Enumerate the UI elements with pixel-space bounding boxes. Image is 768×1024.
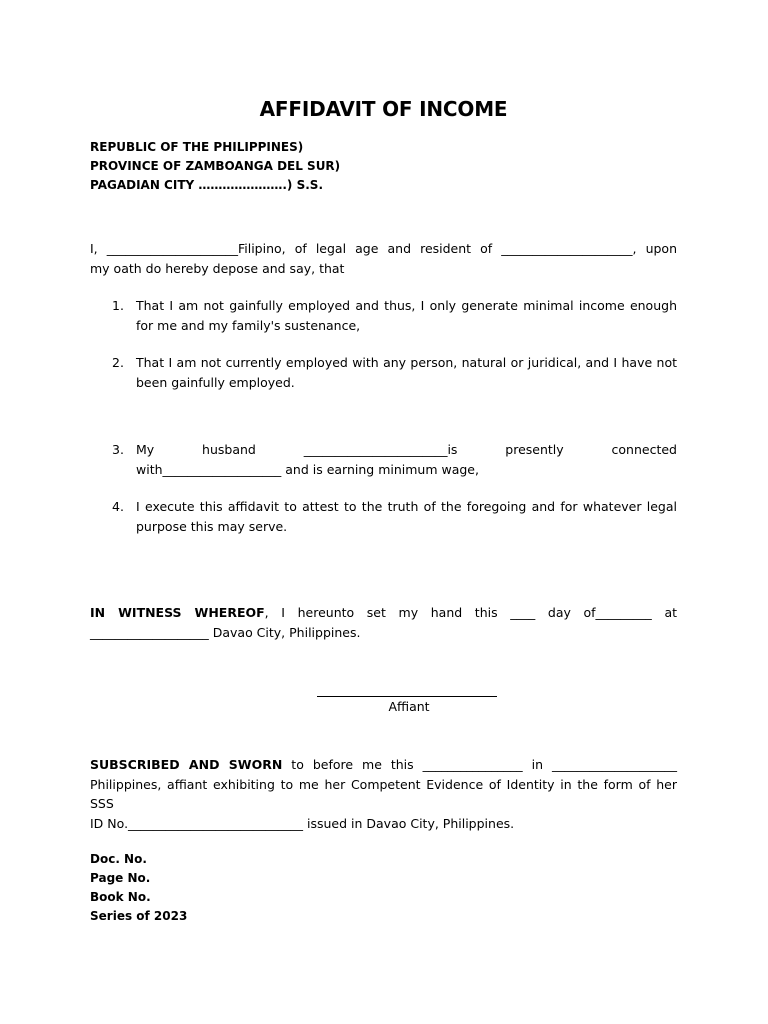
item-number: 3. [112,442,124,457]
subscribed-line-2: Philippines, affiant exhibiting to me her Competent Evidence of Identity in the form of her SSS [90,776,677,811]
item-text: I execute this affidavit to attest to the truth of the foregoing and for whatever legal purpose this may serve. [136,499,677,534]
item-line: with___________________ and is earning minimum wage, [136,461,479,477]
book-number-label: Book No. [90,890,151,904]
item-number: 2. [112,355,124,370]
item-number: 1. [112,298,124,313]
subscribed-line-1 [90,755,677,775]
item-number: 4. [112,499,124,514]
intro-paragraph [90,239,677,278]
subscribed-line-3: ID No.____________________________ issued in Davao City, Philippines. [90,815,515,831]
venue-province: PROVINCE OF ZAMBOANGA DEL SUR) [90,159,341,173]
subscribed-paragraph [90,755,677,833]
witness-line-1-text: , I hereunto set my hand this ____ day of_________ at [264,605,678,620]
item-line: My husband _______________________is presently connected [136,442,677,457]
subscribed-heading: SUBSCRIBED AND SWORN [90,757,283,772]
series-label: Series of 2023 [90,909,188,923]
item-text: That I am not currently employed with any person, natural or juridical, and I have not been gainfully employed. [136,355,677,390]
intro-line-2: my oath do hereby depose and say, that [90,260,345,276]
page-number-label: Page No. [90,871,151,885]
witness-line-2: ___________________ Davao City, Philippines. [90,624,361,640]
doc-number-label: Doc. No. [90,852,147,866]
intro-line-1: I, _____________________Filipino, of legal age and resident of _____________________, upon [90,241,677,256]
notary-block [90,850,187,926]
affiant-label: Affiant [388,699,430,714]
witness-paragraph [90,603,677,642]
venue-block [90,138,340,195]
witness-heading: IN WITNESS WHEREOF [90,605,265,620]
venue-city: PAGADIAN CITY ………………….) S.S. [90,178,323,192]
item-text [136,440,677,479]
subscribed-line-1-text: to before me this ________________ in ____________________ [282,757,677,772]
item-text: That I am not gainfully employed and thus, I only generate minimal income enough for me and my family's sustenance, [136,298,677,333]
venue-republic: REPUBLIC OF THE PHILIPPINES) [90,140,304,154]
signature-line [317,688,497,697]
witness-line-1 [90,603,677,623]
document-title: AFFIDAVIT OF INCOME [259,97,508,121]
